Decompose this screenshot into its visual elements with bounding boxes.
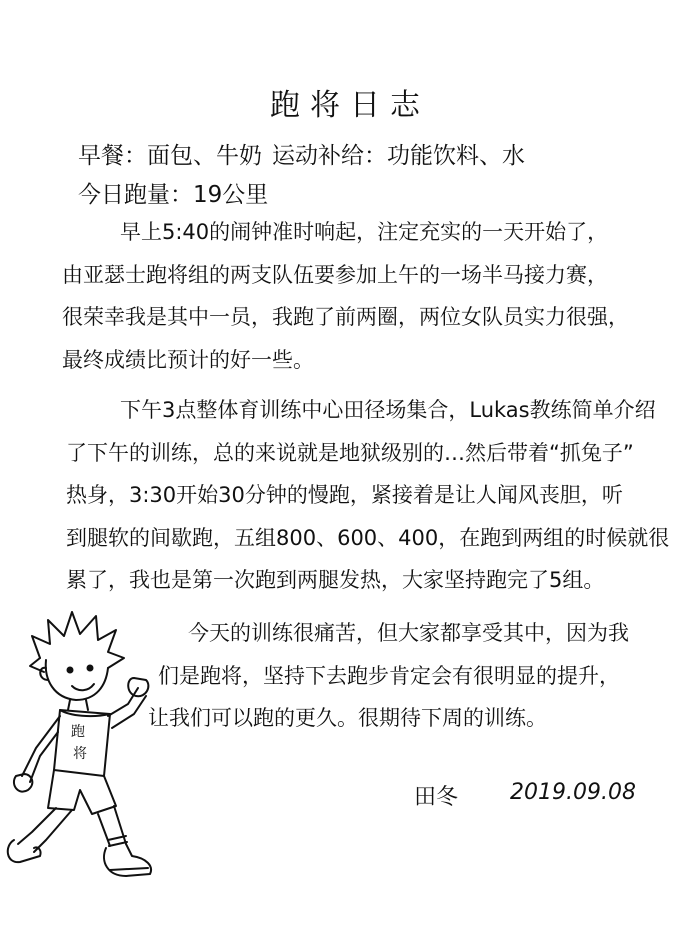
supply-line: 运动补给：功能饮料、水 (272, 143, 525, 169)
runner-illustration (0, 600, 180, 890)
paragraph-line: 很荣幸我是其中一员，我跑了前两圈，两位女队员实力很强， (62, 305, 629, 330)
paragraph-reflection (128, 612, 629, 740)
shirt-text-bottom: 将 (73, 746, 87, 762)
paragraph-line: 最终成绩比预计的好一些。 (62, 347, 314, 372)
paragraph-line: 了下午的训练，总的来说就是地狱级别的…然后带着“抓兔子” (66, 440, 634, 465)
paragraph-morning (62, 211, 629, 381)
distance-line: 今日跑量：19公里 (78, 182, 269, 208)
paragraph-line: 让我们可以跑的更久。很期待下周的训练。 (148, 706, 547, 731)
signature-name: 田冬 (414, 785, 459, 810)
breakfast-line: 早餐：面包、牛奶 (78, 143, 262, 169)
paragraph-line: 由亚瑟士跑将组的两支队伍要参加上午的一场半马接力赛， (62, 262, 608, 287)
paragraph-line: 下午3点整体育训练中心田径场集合，Lukas教练简单介绍 (120, 398, 656, 422)
paragraph-line: 早上5:40的闹钟准时响起，注定充实的一天开始了， (120, 220, 609, 244)
paragraph-line: 累了，我也是第一次跑到两腿发热，大家坚持跑完了5组。 (66, 568, 605, 593)
paragraph-line: 到腿软的间歇跑，五组800、600、400，在跑到两组的时候就很 (66, 525, 670, 550)
page-title: 跑将日志 (270, 88, 430, 123)
shirt-text-top: 跑 (71, 724, 85, 740)
signature-date: 2019.09.08 (510, 780, 636, 805)
paragraph-afternoon (66, 389, 669, 602)
paragraph-line: 热身，3:30开始30分钟的慢跑，紧接着是让人闻风丧胆，听 (66, 483, 623, 508)
paragraph-line: 今天的训练很痛苦，但大家都享受其中，因为我 (188, 621, 629, 645)
paragraph-line: 们是跑将，坚持下去跑步肯定会有很明显的提升， (158, 663, 620, 688)
